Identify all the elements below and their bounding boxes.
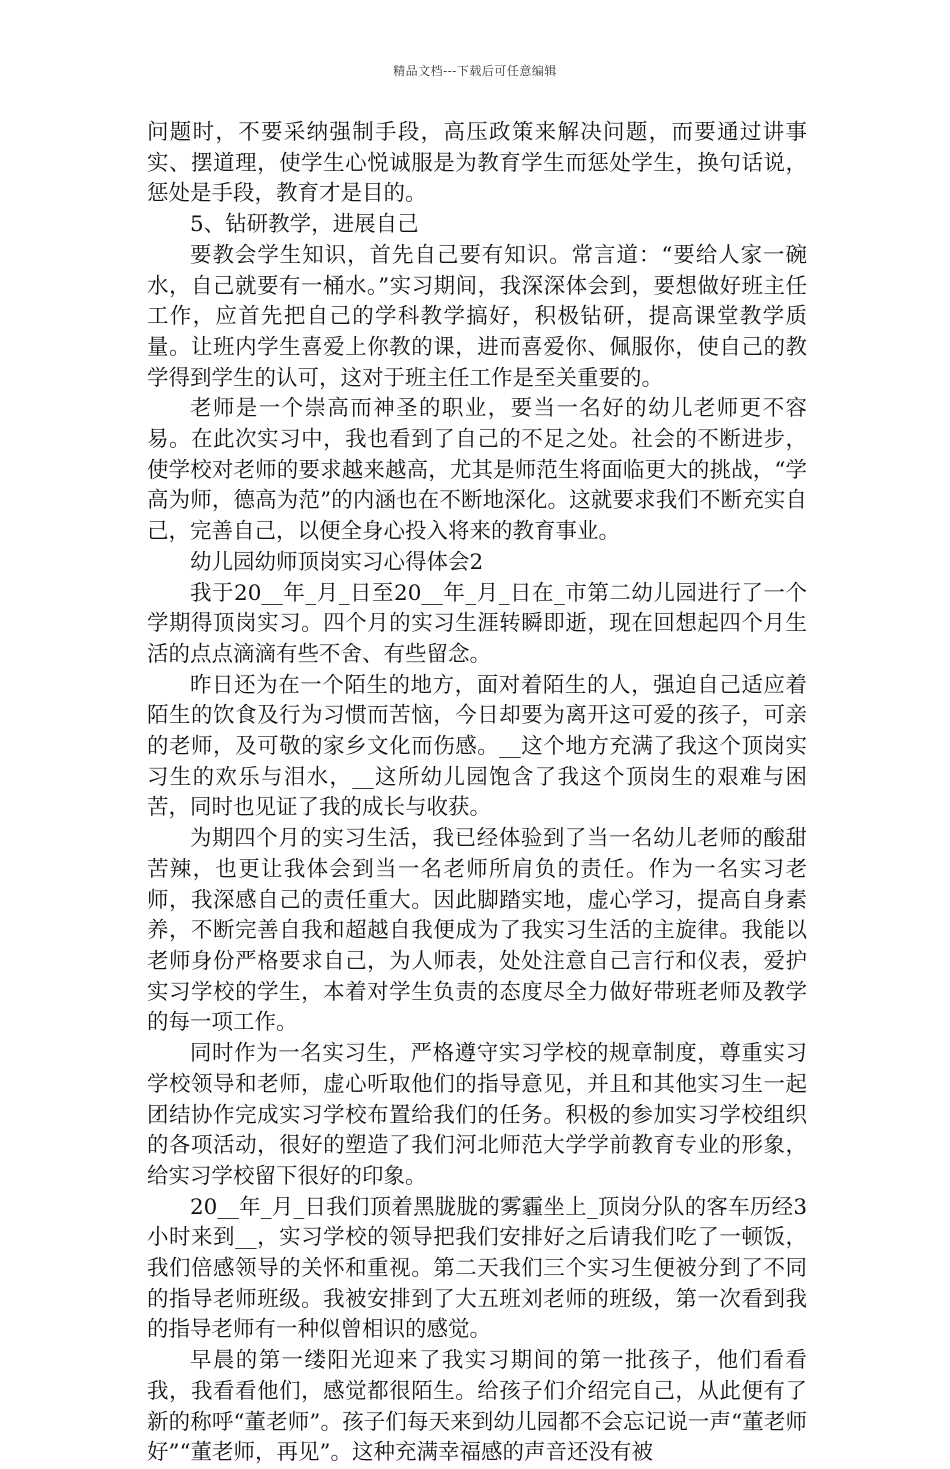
paragraph: 早晨的第一缕阳光迎来了我实习期间的第一批孩子，他们看看我，我看看他们，感觉都很陌生。给孩子们介绍完自己，从此便有了新的称呼“董老师”。孩子们每天来到幼儿园都不会忘记说一声“董老师好”“董老师，再见”。这种充满幸福感的声音还没有被 [147, 1348, 807, 1466]
paragraph: 昨日还为在一个陌生的地方，面对着陌生的人，强迫自己适应着陌生的饮食及行为习惯而苦恼，今日却要为离开这可爱的孩子，可亲的老师，及可敬的家乡文化而伤感。__这个地方充满了我这个顶岗实习生的欢乐与泪水，__这所幼儿园饱含了我这个顶岗生的艰难与困苦，同时也见证了我的成长与收获。 [147, 672, 807, 821]
paragraph: 要教会学生知识，首先自己要有知识。常言道：“要给人家一碗水，自己就要有一桶水。”实习期间，我深深体会到，要想做好班主任工作，应首先把自己的学科教学搞好，积极钻研，提高课堂教学质量。让班内学生喜爱上你教的课，进而喜爱你、佩服你，使自己的教学得到学生的认可，这对于班主任工作是至关重要的。 [147, 242, 807, 391]
paragraph: 为期四个月的实习生活，我已经体验到了当一名幼儿老师的酸甜苦辣，也更让我体会到当一名老师所肩负的责任。作为一名实习老师，我深感自己的责任重大。因此脚踏实地，虚心学习，提高自身素养，不断完善自我和超越自我便成为了我实习生活的主旋律。我能以老师身份严格要求自己，为人师表，处处注意自己言行和仪表，爱护实习学校的学生，本着对学生负责的态度尽全力做好带班老师及教学的每一项工作。 [147, 826, 807, 1036]
paragraph: 我于20__年_月_日至20__年_月_日在_市第二幼儿园进行了一个学期得顶岗实习。四个月的实习生涯转瞬即逝，现在回想起四个月生活的点点滴滴有些不舍、有些留念。 [147, 580, 807, 667]
section-heading: 5、钻研教学，进展自己 [190, 212, 419, 238]
paragraph: 20__年_月_日我们顶着黑胧胧的雾霾坐上_顶岗分队的客车历经3小时来到__，实习学校的领导把我们安排好之后请我们吃了一顿饭，我们倍感领导的关怀和重视。第二天我们三个实习生便被分到了不同的指导老师班级。我被安排到了大五班刘老师的班级，第一次看到我的指导老师有一种似曾相识的感觉。 [147, 1194, 807, 1343]
article-title: 幼儿园幼师顶岗实习心得体会2 [190, 549, 484, 575]
paragraph: 同时作为一名实习生，严格遵守实习学校的规章制度，尊重实习学校领导和老师，虚心听取他们的指导意见，并且和其他实习生一起团结协作完成实习学校布置给我们的任务。积极的参加实习学校组织的各项活动，很好的塑造了我们河北师范大学学前教育专业的形象，给实习学校留下很好的印象。 [147, 1041, 807, 1189]
document-body [147, 118, 807, 1469]
page-header: 精品文档---下载后可任意编辑 [393, 64, 557, 78]
paragraph: 老师是一个崇高而神圣的职业，要当一名好的幼儿老师更不容易。在此次实习中，我也看到了自己的不足之处。社会的不断进步，使学校对老师的要求越来越高，尤其是师范生将面临更大的挑战，“学高为师，德高为范”的内涵也在不断地深化。这就要求我们不断充实自己，完善自己，以便全身心投入将来的教育事业。 [147, 396, 807, 545]
paragraph: 问题时，不要采纳强制手段，高压政策来解决问题，而要通过讲事实、摆道理，使学生心悦诚服是为教育学生而惩处学生，换句话说，惩处是手段，教育才是目的。 [147, 120, 807, 207]
